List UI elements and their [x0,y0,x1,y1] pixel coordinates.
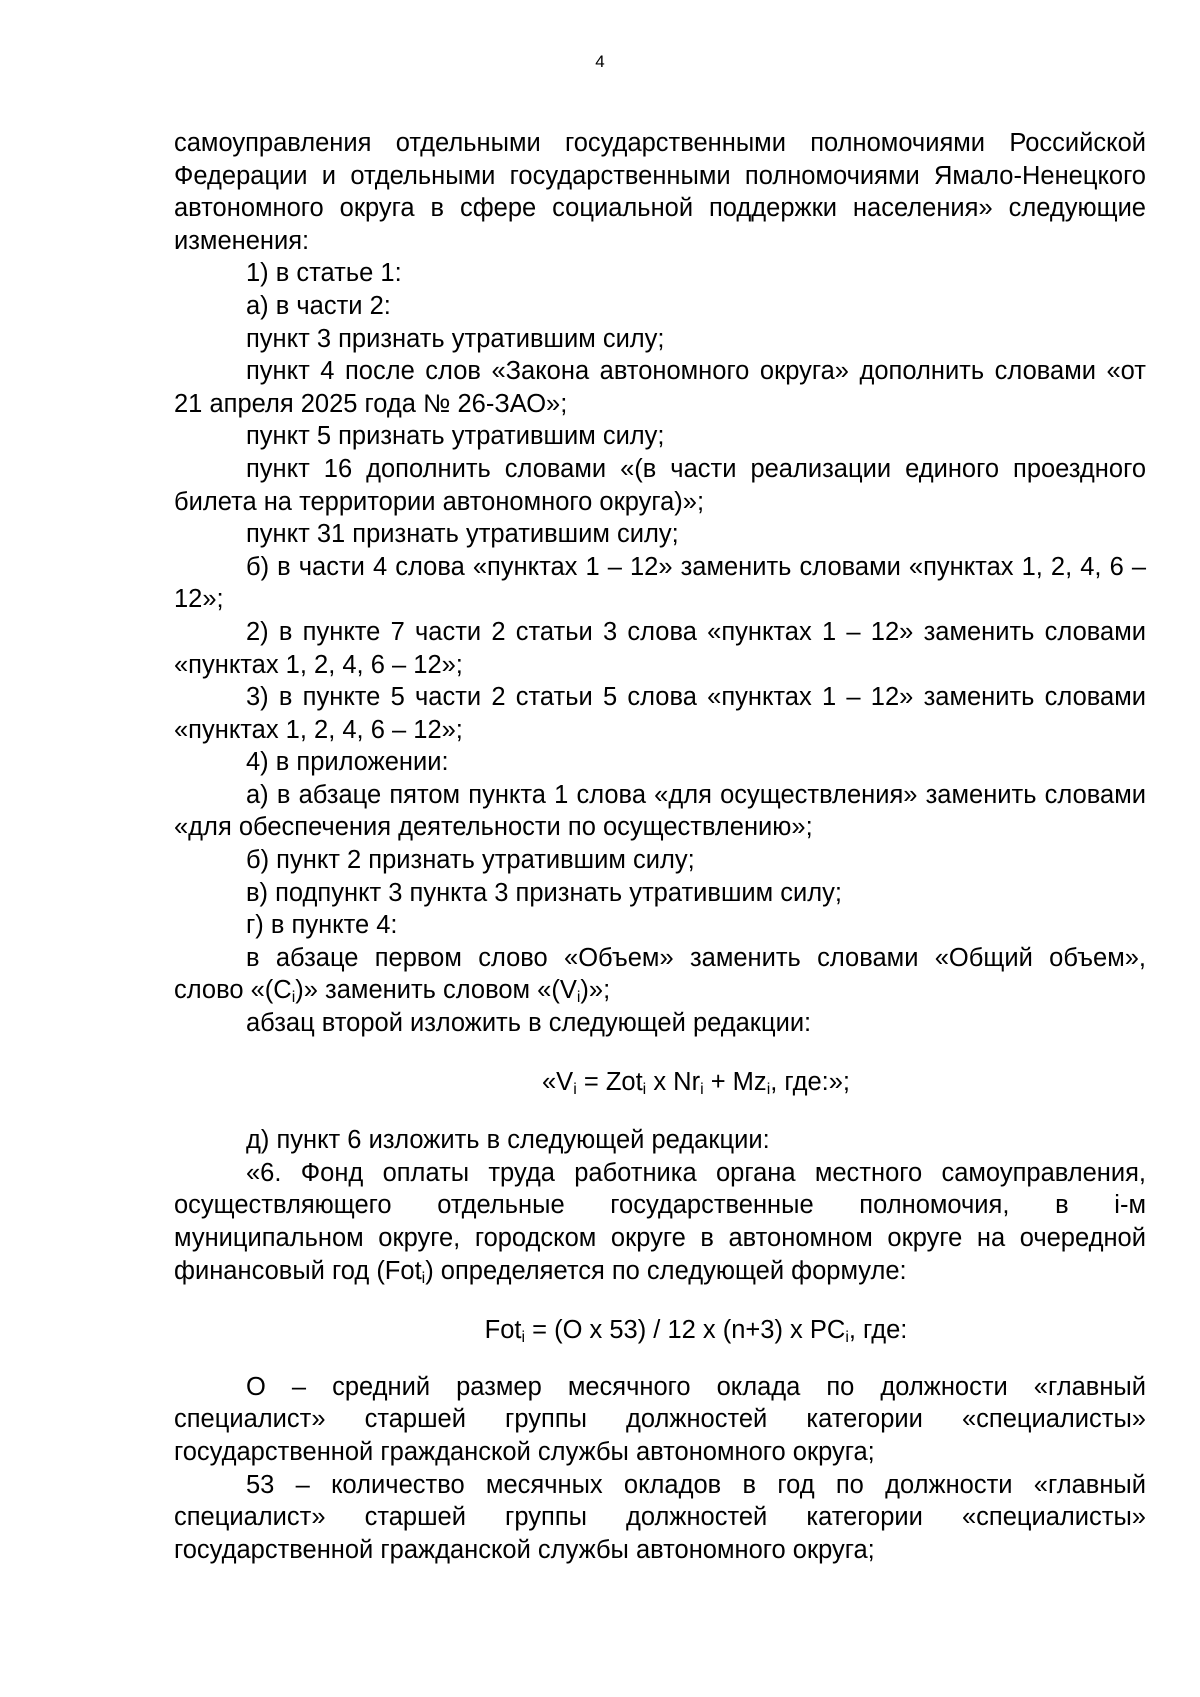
subscript: i [291,989,296,1007]
subscript: i [845,1329,849,1347]
text-run: «6. Фонд оплаты труда работника органа местного самоуправления, осуществляющего отдельные государственные полномочия, в i-м муниципальном округе, городском округе в автономном округе на очередной финансовый год (Fot [174,1158,1146,1285]
paragraph: самоуправления отдельными государственными полномочиями Российской Федерации и отдельными государственными полномочиями Ямало-Ненецкого автономного округа в сфере социальной поддержки населения» следующие изменения: [174,129,1146,255]
paragraph [174,1157,1146,1287]
paragraph: а) в абзаце пятом пункта 1 слова «для осуществления» заменить словами «для обеспечения деятельности по осуществлению»; [174,780,1146,842]
text-run: в абзаце первом слово «Объем» заменить словами «Общий объем», слово «(C [174,943,1146,1005]
paragraph: д) пункт 6 изложить в следующей редакции: [246,1126,770,1155]
paragraph: 3) в пункте 5 части 2 статьи 5 слова «пунктах 1 – 12» заменить словами «пунктах 1, 2, 4, 6 – 12»; [174,683,1146,744]
text-run: )» заменить словом «(V [295,976,577,1005]
paragraph: б) пункт 2 признать утратившим силу; [246,846,695,875]
paragraph: O – средний размер месячного оклада по должности «главный специалист» старшей группы должностей категории «специалисты» государственной гражданской службы автономного округа; [174,1372,1146,1466]
text-run: ) определяется по следующей формуле: [425,1256,907,1285]
text-run: Fot [484,1316,522,1345]
formula-fot [174,1314,1146,1347]
paragraph [174,942,1146,1007]
formula-v [174,1066,1146,1099]
paragraph: абзац второй изложить в следующей редакции: [246,1009,812,1038]
paragraph: 53 – количество месячных окладов в год по должности «главный специалист» старшей группы должностей категории «специалисты» государственной гражданской службы автономного округа; [174,1470,1146,1564]
paragraph: г) в пункте 4: [246,911,398,940]
paragraph: пункт 31 признать утратившим силу; [246,520,679,549]
text-run: = (O x 53) / 12 x (n+3) x PC [525,1316,846,1345]
text-run: , где: [848,1316,908,1345]
page-number: 4 [595,52,605,71]
paragraph: 2) в пункте 7 части 2 статьи 3 слова «пунктах 1 – 12» заменить словами «пунктах 1, 2, 4, 6 – 12»; [174,617,1146,679]
subscript: i [576,989,581,1007]
spacer [174,1347,1146,1371]
paragraph: а) в части 2: [246,291,391,320]
text-run: = Zot [576,1067,643,1096]
text-run: , где:»; [770,1067,850,1096]
subscript: i [421,1269,426,1287]
text-run: + Mz [703,1067,767,1096]
spacer [174,1287,1146,1314]
subscript: i [642,1080,647,1098]
spacer [174,1040,1146,1066]
subscript: i [573,1080,577,1098]
subscript: i [521,1329,526,1347]
spacer [174,1098,1146,1124]
paragraph: 4) в приложении: [246,748,449,777]
subscript: i [766,1080,771,1098]
document-body [174,127,1146,1566]
paragraph: б) в части 4 слова «пунктах 1 – 12» заменить словами «пунктах 1, 2, 4, 6 – 12»; [174,552,1146,614]
paragraph: в) подпункт 3 пункта 3 признать утратившим силу; [246,878,842,907]
text-run: «V [542,1067,574,1096]
paragraph: пункт 5 признать утратившим силу; [246,422,665,451]
text-run: x Nr [646,1067,701,1096]
subscript: i [700,1080,704,1098]
paragraph: пункт 16 дополнить словами «(в части реализации единого проездного билета на территории автономного округа)»; [174,454,1146,516]
text-run: )»; [580,976,611,1005]
paragraph: 1) в статье 1: [246,259,402,288]
paragraph: пункт 3 признать утратившим силу; [246,324,665,353]
paragraph: пункт 4 после слов «Закона автономного округа» дополнить словами «от 21 апреля 2025 года № 26-ЗАО»; [174,357,1146,418]
